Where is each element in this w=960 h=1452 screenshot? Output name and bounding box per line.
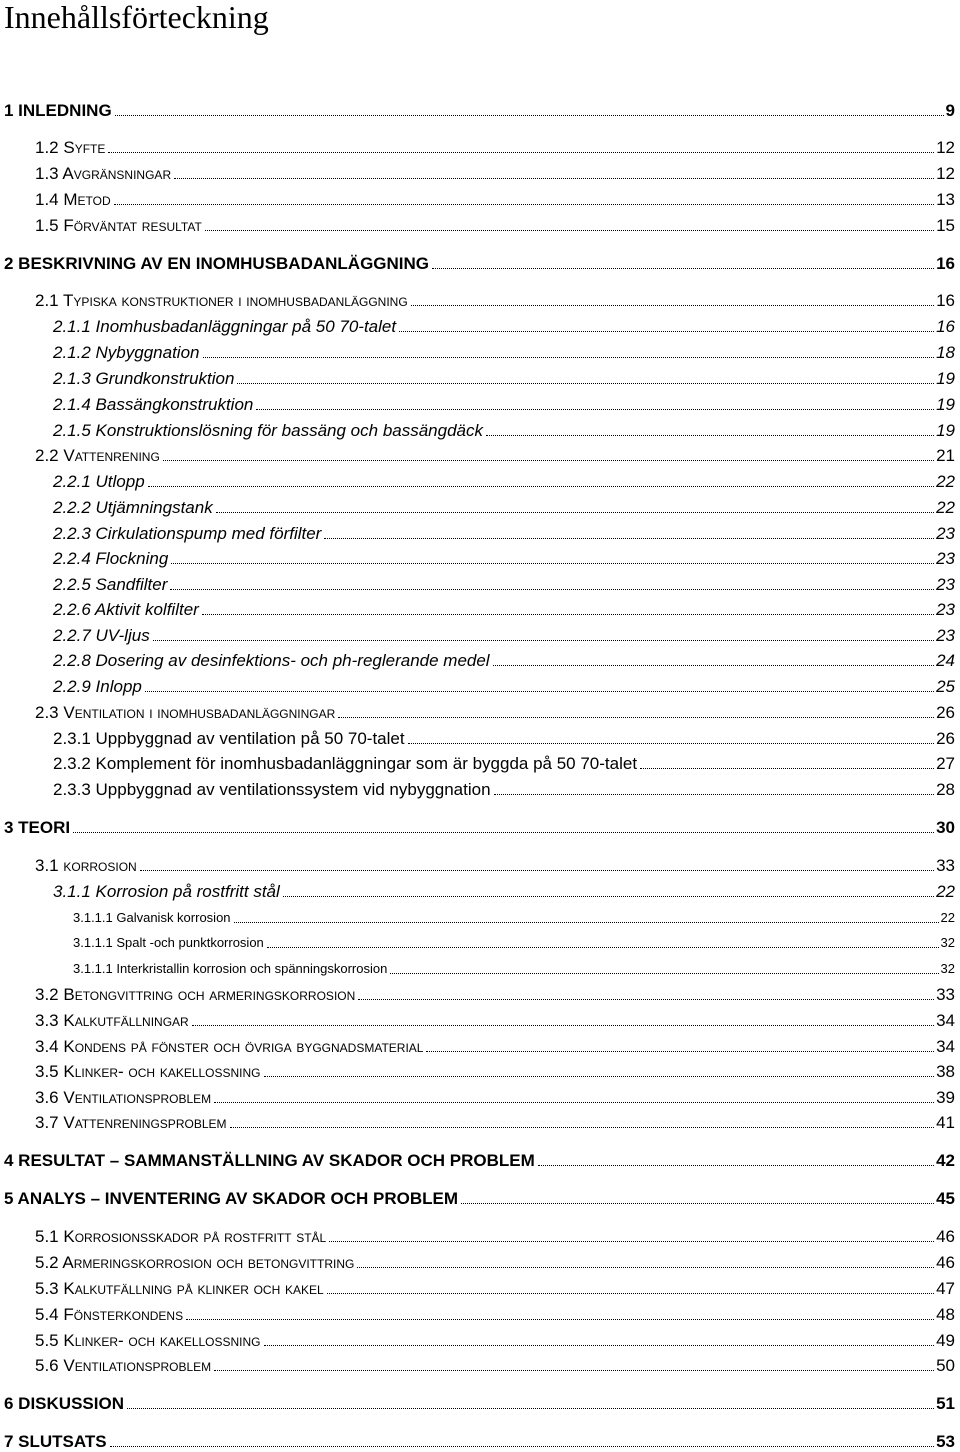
toc-entry[interactable] (53, 468, 955, 492)
toc-entry[interactable] (35, 134, 955, 158)
toc-entry-label: 1.4 Metod (35, 190, 111, 209)
dot-leader (237, 383, 934, 384)
dot-leader (114, 204, 934, 205)
toc-entry-label: 2.1.4 Bassängkonstruktion (53, 395, 254, 414)
toc-entry-label: 2.2.9 Inlopp (53, 677, 142, 696)
dot-leader (202, 614, 934, 615)
toc-entry-label: 2.2.6 Aktivit kolfilter (53, 600, 199, 619)
toc-entry[interactable] (73, 929, 955, 953)
toc-entry-page-number: 41 (936, 1113, 955, 1132)
toc-entry-page-number: 48 (936, 1305, 955, 1324)
toc-entry[interactable] (73, 904, 955, 928)
toc-entry[interactable] (53, 776, 955, 800)
toc-entry[interactable] (35, 160, 955, 184)
toc-entry[interactable] (35, 981, 955, 1005)
dot-leader (127, 1408, 934, 1409)
toc-entry-label: 2.3 Ventilation i inomhusbadanläggningar (35, 703, 336, 722)
toc-entry-label: 2.2.7 UV-ljus (53, 626, 150, 645)
toc-entry[interactable] (35, 1058, 955, 1082)
toc-entry[interactable] (35, 699, 955, 723)
toc-entry-label: 2.2.1 Utlopp (53, 472, 145, 491)
toc-entry[interactable] (35, 287, 955, 311)
dot-leader (73, 832, 934, 833)
toc-entry[interactable] (35, 1084, 955, 1108)
toc-entry-page-number: 42 (936, 1151, 955, 1170)
toc-entry-page-number: 26 (936, 729, 955, 748)
toc-entry-page-number: 21 (936, 446, 955, 465)
toc-entry-page-number: 50 (936, 1356, 955, 1375)
dot-leader (358, 999, 934, 1000)
toc-entry[interactable] (53, 365, 955, 389)
toc-entry-label: 7 SLUTSATS (4, 1432, 107, 1451)
toc-entry-label: 2.1.1 Inomhusbadanläggningar på 50 70-talet (53, 317, 397, 336)
toc-entry[interactable] (53, 417, 955, 441)
toc-entry-page-number: 32 (940, 935, 955, 950)
toc-entry[interactable] (53, 313, 955, 337)
toc-entry-label: 2.3.3 Uppbyggnad av ventilationssystem vid nybyggnation (53, 780, 491, 799)
toc-entry[interactable] (35, 186, 955, 210)
dot-leader (493, 665, 934, 666)
dot-leader (461, 1203, 934, 1204)
toc-entry-label: 5.1 Korrosionsskador på rostfritt stål (35, 1227, 327, 1246)
toc-entry-page-number: 16 (936, 317, 955, 336)
toc-entry[interactable] (73, 955, 955, 979)
toc-entry-page-number: 51 (936, 1394, 955, 1413)
toc-entry[interactable] (4, 97, 955, 121)
toc-entry-label: 2.1.3 Grundkonstruktion (53, 369, 235, 388)
toc-entry-page-number: 34 (936, 1037, 955, 1056)
toc-entry-page-number: 30 (936, 818, 955, 837)
toc-entry-label: 2.2.5 Sandfilter (53, 575, 168, 594)
toc-entry-label: 5.3 Kalkutfällning på klinker och kakel (35, 1279, 324, 1298)
toc-entry[interactable] (35, 1109, 955, 1133)
toc-entry-page-number: 12 (936, 164, 955, 183)
toc-entry[interactable] (35, 1352, 955, 1376)
dot-leader (108, 152, 934, 153)
toc-entry-page-number: 23 (936, 549, 955, 568)
toc-entry-page-number: 27 (936, 754, 955, 773)
dot-leader (148, 486, 934, 487)
dot-leader (205, 230, 934, 231)
toc-entry[interactable] (35, 442, 955, 466)
toc-entry-label: 2.1.2 Nybyggnation (53, 343, 200, 362)
toc-entry-label: 3.1.1 Korrosion på rostfritt stål (53, 882, 280, 901)
toc-entry-label: 6 DISKUSSION (4, 1394, 124, 1413)
toc-entry-label: 3.1.1.1 Galvanisk korrosion (73, 910, 231, 925)
dot-leader (486, 435, 934, 436)
toc-entry[interactable] (53, 520, 955, 544)
toc-entry-label: 2 BESKRIVNING AV EN INOMHUSBADANLÄGGNING (4, 254, 430, 273)
toc-entry[interactable] (35, 1327, 955, 1351)
toc-entry-page-number: 25 (936, 677, 955, 696)
dot-leader (324, 538, 934, 539)
toc-entry-label: 3.7 Vattenreningsproblem (35, 1113, 227, 1132)
dot-leader (163, 460, 934, 461)
toc-entry-label: 3.6 Ventilationsproblem (35, 1088, 212, 1107)
toc-entry-page-number: 33 (936, 856, 955, 875)
toc-entry[interactable] (35, 1033, 955, 1057)
toc-entry-page-number: 23 (936, 575, 955, 594)
toc-entry-page-number: 32 (940, 961, 955, 976)
toc-entry[interactable] (35, 1007, 955, 1031)
toc-entry-label: 3.1.1.1 Spalt -och punktkorrosion (73, 935, 264, 950)
dot-leader (411, 305, 934, 306)
dot-leader (538, 1165, 934, 1166)
dot-leader (214, 1370, 934, 1371)
toc-entry[interactable] (53, 673, 955, 697)
toc-entry-page-number: 19 (936, 421, 955, 440)
toc-entry[interactable] (53, 750, 955, 774)
toc-entry-label: 3.3 Kalkutfällningar (35, 1011, 189, 1030)
toc-entry-page-number: 28 (936, 780, 955, 799)
toc-entry-label: 3.2 Betongvittring och armeringskorrosion (35, 985, 356, 1004)
page-title: Innehållsförteckning (4, 0, 269, 35)
toc-entry[interactable] (53, 494, 955, 518)
toc-entry-page-number: 38 (936, 1062, 955, 1081)
dot-leader (145, 691, 934, 692)
dot-leader (399, 331, 934, 332)
toc-entry-label: 3.5 Klinker- och kakellossning (35, 1062, 261, 1081)
toc-entry-page-number: 23 (936, 626, 955, 645)
dot-leader (264, 1345, 935, 1346)
dot-leader (171, 563, 934, 564)
toc-entry-label: 1.3 Avgränsningar (35, 164, 172, 183)
dot-leader (494, 794, 935, 795)
dot-leader (170, 589, 934, 590)
toc-entry[interactable] (4, 1185, 955, 1209)
toc-entry[interactable] (53, 647, 955, 671)
dot-leader (408, 743, 934, 744)
toc-entry-page-number: 49 (936, 1331, 955, 1350)
toc-entry-page-number: 22 (936, 882, 955, 901)
toc-entry-label: 3.1.1.1 Interkristallin korrosion och spänningskorrosion (73, 961, 388, 976)
toc-entry-page-number: 23 (936, 600, 955, 619)
toc-entry[interactable] (4, 1390, 955, 1414)
toc-entry[interactable] (35, 1275, 955, 1299)
toc-entry[interactable] (53, 725, 955, 749)
toc-entry-page-number: 13 (936, 190, 955, 209)
toc-entry-page-number: 45 (936, 1189, 955, 1208)
toc-entry-page-number: 46 (936, 1227, 955, 1246)
toc-entry[interactable] (53, 545, 955, 569)
toc-entry-label: 4 RESULTAT – SAMMANSTÄLLNING AV SKADOR OCH PROBLEM (4, 1151, 535, 1170)
toc-entry[interactable] (53, 339, 955, 363)
dot-leader (357, 1267, 934, 1268)
dot-leader (186, 1319, 934, 1320)
toc-entry[interactable] (4, 814, 955, 838)
dot-leader (432, 268, 934, 269)
toc-entry-page-number: 47 (936, 1279, 955, 1298)
toc-entry-page-number: 34 (936, 1011, 955, 1030)
toc-entry-page-number: 19 (936, 395, 955, 414)
dot-leader (115, 115, 944, 116)
dot-leader (327, 1293, 934, 1294)
toc-entry-page-number: 22 (940, 910, 955, 925)
toc-entry[interactable] (53, 622, 955, 646)
dot-leader (153, 640, 934, 641)
toc-entry[interactable] (35, 1223, 955, 1247)
toc-entry-label: 1 INLEDNING (4, 101, 112, 120)
toc-entry-label: 2.3.2 Komplement för inomhusbadanläggningar som är byggda på 50 70-talet (53, 754, 638, 773)
toc-entry-page-number: 24 (936, 651, 955, 670)
toc-entry-page-number: 18 (936, 343, 955, 362)
dot-leader (283, 896, 934, 897)
dot-leader (267, 947, 939, 948)
toc-entry-label: 1.5 Förväntat resultat (35, 216, 202, 235)
dot-leader (640, 768, 934, 769)
dot-leader (110, 1446, 934, 1447)
toc-entry-label: 2.1.5 Konstruktionslösning för bassäng och bassängdäck (53, 421, 483, 440)
toc-entry-label: 2.2.4 Flockning (53, 549, 169, 568)
toc-entry-label: 2.1 Typiska konstruktioner i inomhusbadanläggning (35, 291, 408, 310)
toc-entry-page-number: 15 (936, 216, 955, 235)
toc-entry-label: 2.2.3 Cirkulationspump med förfilter (53, 524, 322, 543)
dot-leader (426, 1051, 934, 1052)
dot-leader (214, 1102, 934, 1103)
toc-entry[interactable] (35, 1249, 955, 1273)
dot-leader (234, 922, 939, 923)
dot-leader (338, 717, 934, 718)
toc-entry[interactable] (53, 391, 955, 415)
dot-leader (216, 512, 934, 513)
toc-entry[interactable] (35, 212, 955, 236)
toc-entry-label: 3 TEORI (4, 818, 71, 837)
dot-leader (230, 1127, 935, 1128)
toc-entry[interactable] (35, 852, 955, 876)
dot-leader (256, 409, 934, 410)
toc-entry-page-number: 12 (936, 138, 955, 157)
toc-entry-page-number: 9 (945, 101, 955, 120)
toc-entry-page-number: 53 (936, 1432, 955, 1451)
toc-entry[interactable] (53, 878, 955, 902)
dot-leader (174, 178, 934, 179)
toc-entry-label: 3.1 korrosion (35, 856, 137, 875)
toc-entry-page-number: 22 (936, 498, 955, 517)
toc-entry-label: 2.2.2 Utjämningstank (53, 498, 213, 517)
toc-entry-page-number: 33 (936, 985, 955, 1004)
toc-entry[interactable] (4, 1147, 955, 1171)
toc-entry-label: 2.3.1 Uppbyggnad av ventilation på 50 70-talet (53, 729, 405, 748)
toc-entry-label: 5.6 Ventilationsproblem (35, 1356, 212, 1375)
toc-entry-label: 5.2 Armeringskorrosion och betongvittring (35, 1253, 355, 1272)
dot-leader (264, 1076, 935, 1077)
toc-entry[interactable] (4, 1428, 955, 1452)
dot-leader (390, 973, 938, 974)
toc-entry[interactable] (53, 571, 955, 595)
dot-leader (203, 357, 935, 358)
toc-entry-page-number: 46 (936, 1253, 955, 1272)
toc-entry-page-number: 16 (936, 254, 955, 273)
dot-leader (192, 1025, 934, 1026)
toc-entry-page-number: 22 (936, 472, 955, 491)
toc-entry-label: 1.2 Syfte (35, 138, 106, 157)
toc-entry-label: 3.4 Kondens på fönster och övriga byggnadsmaterial (35, 1037, 424, 1056)
toc-entry-label: 5.5 Klinker- och kakellossning (35, 1331, 261, 1350)
dot-leader (329, 1241, 934, 1242)
dot-leader (140, 870, 934, 871)
toc-entry[interactable] (4, 250, 955, 274)
toc-entry-page-number: 19 (936, 369, 955, 388)
toc-entry-page-number: 39 (936, 1088, 955, 1107)
toc-entry[interactable] (53, 596, 955, 620)
toc-entry-page-number: 16 (936, 291, 955, 310)
toc-entry-page-number: 26 (936, 703, 955, 722)
toc-entry[interactable] (35, 1301, 955, 1325)
toc-entry-label: 5 ANALYS – INVENTERING AV SKADOR OCH PROBLEM (4, 1189, 459, 1208)
toc-entry-label: 2.2.8 Dosering av desinfektions- och ph-reglerande medel (53, 651, 490, 670)
toc-entry-label: 2.2 Vattenrening (35, 446, 160, 465)
toc-entry-label: 5.4 Fönsterkondens (35, 1305, 184, 1324)
toc-entry-page-number: 23 (936, 524, 955, 543)
